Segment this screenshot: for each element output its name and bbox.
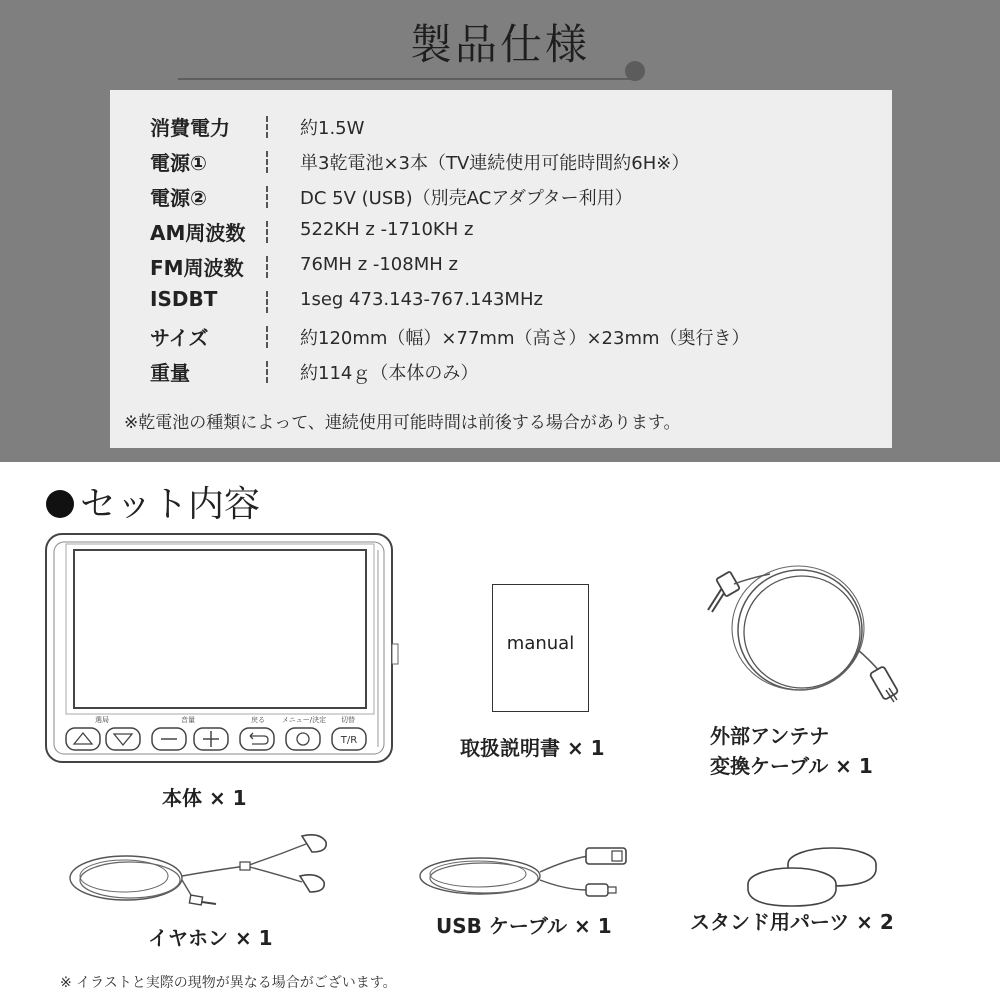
usb-cable-caption: USB ケーブル × 1 [436, 914, 612, 938]
antenna-caption-line1: 外部アンテナ [710, 724, 830, 748]
main-unit-illustration [44, 532, 404, 772]
spec-row-am-frequency [150, 217, 890, 251]
spec-value: 単3乾電池×3本（TV連続使用可能時間約6H※） [300, 153, 690, 174]
up-button-icon [66, 728, 100, 750]
spec-divider [266, 326, 270, 348]
spec-label: 電源① [150, 151, 207, 175]
antenna-cable-illustration [690, 560, 930, 720]
title-dot [625, 61, 645, 81]
spec-value: 約120mm（幅）×77mm（高さ）×23mm（奥行き） [300, 328, 750, 349]
manual-caption: 取扱説明書 × 1 [460, 736, 605, 760]
spec-value: 76MH z -108MH z [300, 254, 458, 275]
spec-divider [266, 151, 270, 173]
spec-divider [266, 186, 270, 208]
antenna-caption-line2: 変換ケーブル × 1 [710, 754, 873, 778]
spec-row-power-consumption [150, 112, 890, 146]
spec-label: 電源② [150, 186, 207, 210]
spec-divider [266, 291, 270, 313]
spec-label: AM周波数 [150, 221, 246, 245]
spec-label: 消費電力 [150, 116, 230, 140]
spec-note: ※乾電池の種類によって、連続使用可能時間は前後する場合があります。 [124, 413, 681, 433]
button-label-switch: 切替 [341, 716, 355, 724]
down-button-icon [106, 728, 140, 750]
footnote: ※ イラストと実際の現物が異なる場合がございます。 [60, 975, 397, 991]
tr-button-label: T/R [340, 735, 358, 746]
button-label-channel: 選局 [95, 716, 109, 724]
earphone-illustration [66, 830, 346, 920]
usb-cable-illustration [416, 842, 636, 912]
spec-row-isdbt [150, 287, 890, 321]
set-contents-title: セット内容 [80, 484, 261, 525]
spec-divider [266, 256, 270, 278]
spec-label: ISDBT [150, 287, 218, 311]
spec-row-size [150, 322, 890, 356]
spec-label: サイズ [150, 326, 209, 350]
spec-divider [266, 221, 270, 243]
earphone-caption: イヤホン × 1 [148, 926, 273, 950]
back-button-icon [240, 728, 274, 750]
spec-value: 約1.5W [300, 118, 365, 139]
spec-row-weight [150, 357, 890, 391]
button-label-volume: 音量 [181, 716, 195, 724]
spec-value: 約114ｇ（本体のみ） [300, 363, 479, 384]
spec-divider [266, 116, 270, 138]
spec-row-power-1 [150, 147, 890, 181]
manual-cover-text: manual [506, 633, 575, 654]
main-unit-caption: 本体 × 1 [162, 786, 247, 810]
spec-value: 1seg 473.143-767.143MHz [300, 289, 543, 310]
spec-value: 522KH z -1710KH z [300, 219, 474, 240]
button-label-menu: メニュー/決定 [281, 716, 327, 724]
spec-row-power-2 [150, 182, 890, 216]
page-title: 製品仕様 [409, 20, 590, 69]
spec-label: FM周波数 [150, 256, 244, 280]
set-contents-heading [46, 476, 260, 527]
manual-illustration [492, 584, 589, 712]
spec-divider [266, 361, 270, 383]
stand-parts-caption: スタンド用パーツ × 2 [690, 910, 894, 934]
spec-value: DC 5V (USB)（別売ACアダプター利用） [300, 188, 633, 209]
spec-label: 重量 [150, 361, 190, 385]
menu-ok-button-icon [286, 728, 320, 750]
spec-row-fm-frequency [150, 252, 890, 286]
bullet-icon [46, 490, 74, 518]
button-label-back: 戻る [251, 716, 265, 724]
title-underline [178, 78, 630, 80]
